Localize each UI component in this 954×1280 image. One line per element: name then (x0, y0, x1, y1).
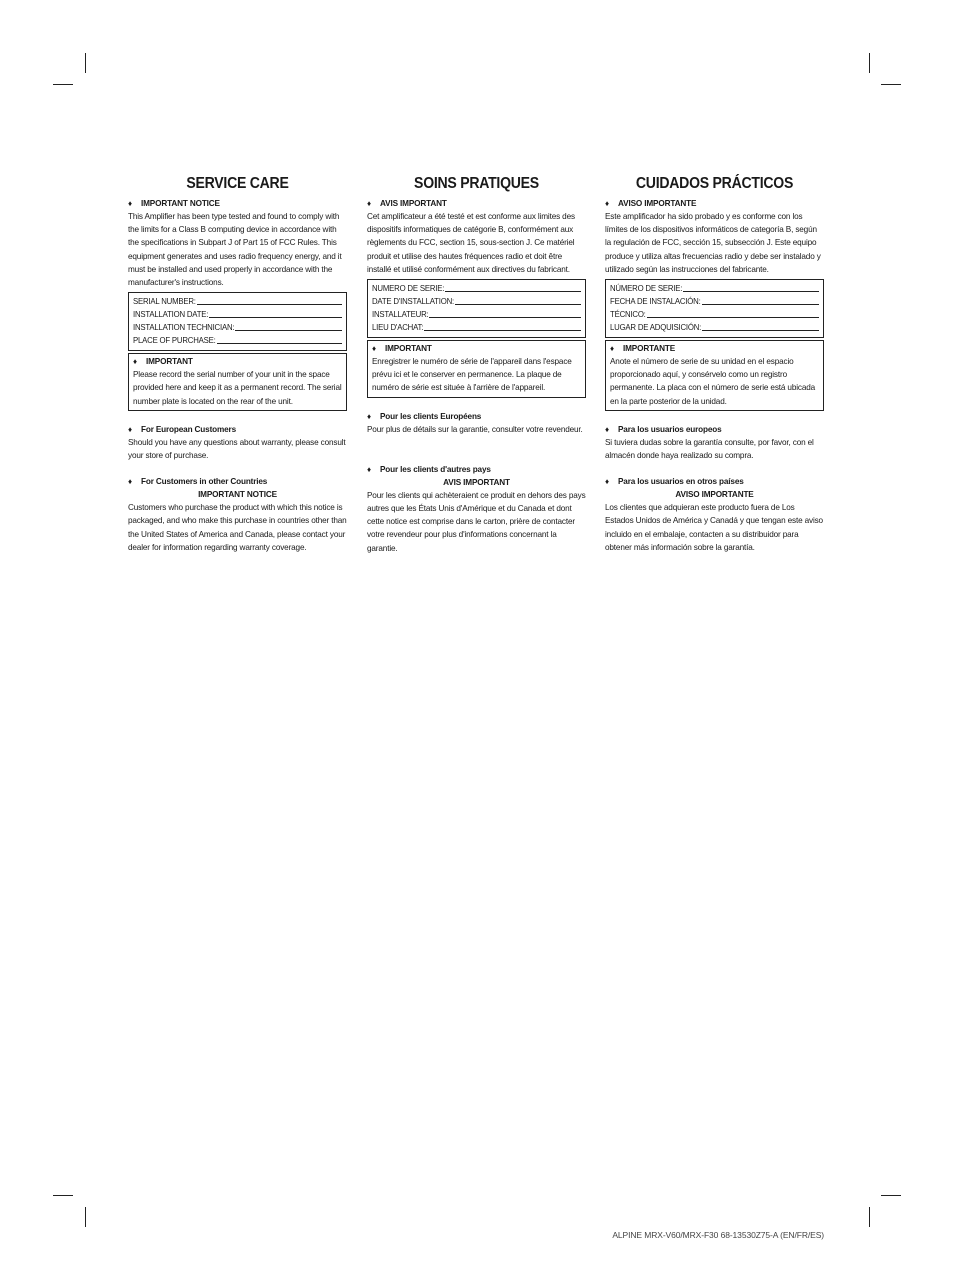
registration-form (605, 279, 824, 338)
important-text: Anote el número de serie de su unidad en el espacio proporcionado aquí, y consérvelo como un registro permanente. La placa con el número de serie está ubicada en la parte posterior de la unidad. (610, 357, 816, 406)
document-footer: ALPINE MRX-V60/MRX-F30 68-13530Z75-A (EN/FR/ES) (612, 1230, 824, 1240)
important-box (128, 353, 347, 411)
crop-mark (869, 53, 870, 73)
crop-mark (85, 53, 86, 73)
other-countries-text: Pour les clients qui achèteraient ce produit en dehors des pays autres que les États Unis d'Amérique et du Canada et dont cette notice est comprise dans le carton, prière de contacter votre revendeur pour plus d'informations concernant la garantie. (367, 490, 586, 553)
section-title: SERVICE CARE (186, 175, 289, 192)
registration-form (128, 292, 347, 351)
place-of-purchase-field: LUGAR DE ADQUISICIÓN: (610, 321, 819, 334)
notice-heading: ♦ AVIS IMPORTANT (367, 199, 447, 208)
other-countries-heading: ♦ Pour les clients d'autres pays (367, 464, 491, 474)
other-countries-subheading: IMPORTANT NOTICE (198, 490, 277, 500)
place-of-purchase-field: LIEU D'ACHAT: (372, 321, 581, 334)
notice-heading: ♦ IMPORTANT NOTICE (128, 199, 220, 208)
other-countries-heading: ♦ Para los usuarios en otros países (605, 477, 744, 487)
other-countries-text: Customers who purchase the product with which this notice is packaged, and who make this purchase in countries other than the United States of America and Canada, please contact your dealer for information regarding warranty coverage. (128, 503, 347, 552)
registration-form (367, 279, 586, 338)
serial-number-field: SERIAL NUMBER: (133, 295, 342, 308)
other-countries-text: Los clientes que adquieran este producto fuera de Los Estados Unidos de América y Canadá y que tengan este aviso incluido en el embalaje, contacten a su distribuidor para obtener más información sobre la garantía. (605, 503, 823, 552)
important-box (367, 340, 586, 398)
diamond-bullet-icon: ♦ (372, 344, 376, 354)
crop-mark (881, 84, 901, 85)
installation-technician-field: INSTALLATION TECHNICIAN: (133, 321, 342, 334)
diamond-bullet-icon: ♦ (605, 424, 609, 434)
european-customers-text: Pour plus de détails sur la garantie, consulter votre revendeur. (367, 424, 583, 434)
important-box (605, 340, 824, 411)
crop-mark (869, 1207, 870, 1227)
notice-text: This Amplifier has been type tested and found to comply with the limits for a Class B computing device in accordance with the specifications in Subpart J of Part 15 of FCC Rules. This equipment generates and uses radio frequency energy, and it must be installed and used properly in accordance with the manufacturer's instructions. (128, 212, 342, 288)
european-customers-heading: ♦ Pour les clients Européens (367, 411, 482, 421)
other-countries-subheading: AVISO IMPORTANTE (675, 490, 754, 500)
diamond-bullet-icon: ♦ (367, 464, 371, 474)
column-spanish (605, 175, 824, 554)
diamond-bullet-icon: ♦ (128, 424, 132, 434)
section-title: SOINS PRATIQUES (414, 175, 539, 192)
important-text: Please record the serial number of your unit in the space provided here and keep it as a permanent record. The serial number plate is located on the rear of the unit. (133, 370, 342, 406)
crop-mark (85, 1207, 86, 1227)
important-heading: ♦ IMPORTANT (372, 344, 432, 354)
diamond-bullet-icon: ♦ (610, 344, 614, 354)
crop-mark (881, 1195, 901, 1196)
important-text: Enregistrer le numéro de série de l'appareil dans l'espace prévu ici et le conserver en permanence. La plaque de numéro de série est située à l'arrière de l'appareil. (372, 357, 572, 393)
diamond-bullet-icon: ♦ (605, 477, 609, 487)
installation-date-field: INSTALLATION DATE: (133, 308, 342, 321)
crop-mark (53, 1195, 73, 1196)
installation-date-field: FECHA DE INSTALACIÓN: (610, 295, 819, 308)
installation-technician-field: TÉCNICO: (610, 308, 819, 321)
column-french (367, 175, 586, 555)
notice-text: Cet amplificateur a été testé et est conforme aux limites des dispositifs informatiques de catégorie B, conformément aux règlements du FCC, section 15, sous-section J. Ce matériel produit et utilise des hautes fréquences radio et doit être installé et utilisé conformément aux directives du fabricant. (367, 212, 575, 274)
important-heading: ♦ IMPORTANTE (610, 344, 676, 354)
column-english (128, 175, 347, 554)
diamond-bullet-icon: ♦ (367, 411, 371, 421)
diamond-bullet-icon: ♦ (367, 199, 371, 208)
other-countries-subheading: AVIS IMPORTANT (443, 477, 510, 487)
installation-date-field: DATE D'INSTALLATION: (372, 295, 581, 308)
serial-number-field: NÚMERO DE SERIE: (610, 282, 819, 295)
european-customers-heading: ♦ Para los usuarios europeos (605, 424, 722, 434)
place-of-purchase-field: PLACE OF PURCHASE: (133, 334, 342, 347)
important-heading: ♦ IMPORTANT (133, 357, 193, 367)
diamond-bullet-icon: ♦ (605, 199, 609, 208)
notice-heading: ♦ AVISO IMPORTANTE (605, 199, 697, 208)
european-customers-text: Should you have any questions about warranty, please consult your store of purchase. (128, 437, 346, 461)
diamond-bullet-icon: ♦ (128, 477, 132, 487)
notice-text: Este amplificador ha sido probado y es conforme con los límites de los dispositivos informáticos de categoría B, según la regulación de FCC, sección 15, subsección J. Este equipo produce y utiliza altas frecuencias radio y debe ser instalado y utilizado según las instrucciones del fabricante. (605, 212, 821, 274)
installation-technician-field: INSTALLATEUR: (372, 308, 581, 321)
section-title: CUIDADOS PRÁCTICOS (635, 175, 794, 192)
european-customers-text: Si tuviera dudas sobre la garantía consulte, por favor, con el almacén donde haya realizado su compra. (605, 437, 814, 461)
diamond-bullet-icon: ♦ (133, 357, 137, 367)
european-customers-heading: ♦ For European Customers (128, 424, 236, 434)
crop-mark (53, 84, 73, 85)
diamond-bullet-icon: ♦ (128, 199, 132, 208)
other-countries-heading: ♦ For Customers in other Countries (128, 477, 268, 487)
serial-number-field: NUMERO DE SERIE: (372, 282, 581, 295)
